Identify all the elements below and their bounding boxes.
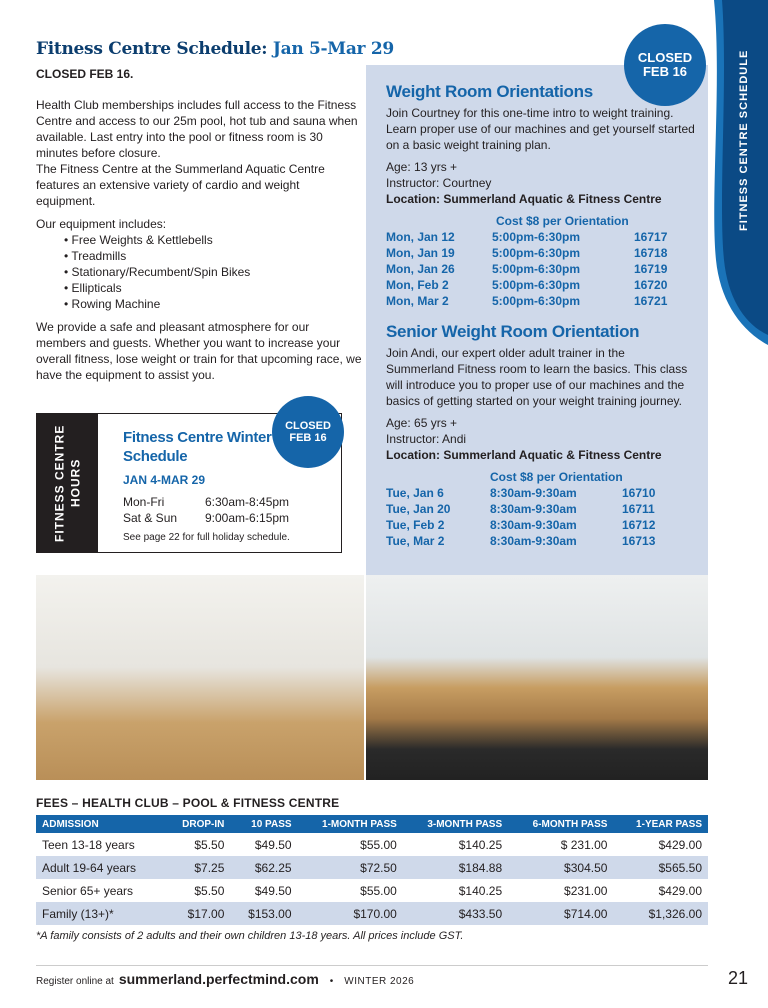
fitness-room-photo [366,575,708,780]
equipment-list [36,216,362,312]
fee-cell: $5.50 [194,883,225,898]
list-item: • Rowing Machine [64,296,362,312]
admission-cell: Senior 65+ years [42,883,134,898]
admission-cell: Teen 13-18 years [42,837,135,852]
register-link[interactable]: summerland.perfectmind.com [118,971,319,987]
session-time: 5:00pm-6:30pm [492,246,581,260]
fee-cell: $184.88 [403,856,508,879]
title-dates: Jan 5-Mar 29 [272,39,394,59]
badge-line1: CLOSED [285,419,331,432]
fee-cell: $304.50 [508,856,613,879]
hours-time: 6:30am-8:45pm [205,495,290,509]
fee-cell: $1,326.00 [613,902,708,925]
closed-badge [624,24,706,106]
weight-room-title: Weight Room Orientations [386,82,593,101]
footer-divider [36,965,708,966]
page-title [36,39,394,59]
session-code: 16710 [622,486,656,500]
fee-cell: $429.00 [658,883,702,898]
equipment-intro: Our equipment includes: [36,217,167,231]
column-header: 10 PASS [230,815,297,833]
session-date: Mon, Mar 2 [386,294,449,308]
fee-cell: $ 231.00 [560,837,608,852]
session-date: Tue, Jan 20 [386,502,451,516]
footer-sep: • [329,976,334,987]
fees-table [36,815,708,925]
admission-cell: Adult 19-64 years [36,856,165,879]
fee-cell: $55.00 [360,883,397,898]
title-main: Fitness Centre Schedule: [36,39,268,59]
session-time: 8:30am-9:30am [490,502,577,516]
session-time: 8:30am-9:30am [490,534,577,548]
intro-p2: The Fitness Centre at the Summerland Aquatic Centre features an extensive variety of cardio and weight equipment. [36,162,325,208]
session-code: 16712 [622,518,656,532]
session-date: Tue, Jan 6 [386,486,444,500]
session-code: 16720 [634,278,668,292]
fee-cell: $231.00 [564,883,608,898]
closed-badge [272,396,344,468]
side-tab-label: FITNESS CENTRE SCHEDULE [738,49,750,231]
session-row [386,261,696,277]
senior-schedule [386,469,696,549]
weight-room-location: Location: Summerland Aquatic & Fitness Centre [386,192,662,206]
session-row [386,501,696,517]
session-time: 5:00pm-6:30pm [492,294,581,308]
intro-p1: Health Club memberships includes full access to the Fitness Centre and access to our 25m pool, hot tub and sauna when available. Last entry into the pool or fitness room is 30 minutes before closure. [36,98,358,160]
hours-day: Mon-Fri [123,495,165,509]
hours-day: Sat & Sun [123,511,178,525]
footer [36,971,414,987]
hours-dates: JAN 4-MAR 29 [123,473,206,487]
session-row [386,277,696,293]
session-row [386,533,696,549]
orientations-panel [366,65,708,575]
session-row [386,229,696,245]
session-date: Mon, Jan 26 [386,262,455,276]
list-item: • Free Weights & Kettlebells [64,232,362,248]
cost-label: Cost $8 per Orientation [496,214,629,228]
weight-room-desc: Join Courtney for this one-time intro to weight training. Learn proper use of our machines and get yourself started on a basic weight training plan. [386,106,695,152]
fee-cell: $429.00 [658,837,702,852]
fee-cell: $49.50 [254,883,292,898]
senior-instructor: Instructor: Andi [386,432,467,446]
cost-label: Cost $8 per Orientation [490,470,623,484]
table-row [36,879,708,902]
fee-cell: $140.25 [458,883,503,898]
session-code: 16713 [622,534,656,548]
badge-line2: FEB 16 [642,64,688,79]
fee-cell: $153.00 [230,902,297,925]
footer-season: WINTER 2026 [344,976,415,987]
session-date: Mon, Jan 12 [386,230,455,244]
session-date: Mon, Feb 2 [386,278,449,292]
senior-desc: Join Andi, our expert older adult trainer in the Summerland Fitness room to learn the basics. This class will introduce you to proper use of our machines and the basics of getting started on your weight training journey. [386,346,688,408]
hours-band: FITNESS CENTRE HOURS [37,414,98,552]
session-row [386,485,696,501]
list-item: • Stationary/Recumbent/Spin Bikes [64,264,362,280]
column-header: DROP-IN [165,815,231,833]
session-code: 16718 [634,246,668,260]
session-code: 16719 [634,262,668,276]
fee-cell: $5.50 [194,837,225,852]
closed-note: CLOSED FEB 16. [36,67,134,81]
column-header: ADMISSION [36,815,165,833]
session-time: 5:00pm-6:30pm [492,262,581,276]
session-time: 8:30am-9:30am [490,486,577,500]
badge-line1: CLOSED [637,49,693,65]
page-number: 21 [728,968,749,988]
hours-note: See page 22 for full holiday schedule. [123,532,290,543]
left-column [36,66,362,383]
session-code: 16717 [634,230,668,244]
session-row [386,293,696,309]
senior-location: Location: Summerland Aquatic & Fitness Centre [386,448,662,462]
hours-title: Fitness Centre Winter Schedule [123,429,272,465]
session-time: 5:00pm-6:30pm [492,230,581,244]
senior-age: Age: 65 yrs + [386,416,458,430]
weight-room-schedule [386,213,696,309]
session-date: Tue, Feb 2 [386,518,445,532]
badge-line2: FEB 16 [289,432,327,444]
fee-cell: $565.50 [613,856,708,879]
list-item: • Treadmills [64,248,362,264]
free-weights-photo [36,575,364,780]
table-row [36,902,708,925]
fee-cell: $170.00 [298,902,403,925]
fee-cell: $714.00 [508,902,613,925]
column-header: 3-MONTH PASS [403,815,508,833]
session-date: Tue, Mar 2 [386,534,445,548]
fee-cell: $62.25 [230,856,297,879]
fee-cell: $433.50 [403,902,508,925]
table-row [36,856,708,879]
fees-footnote: *A family consists of 2 adults and their own children 13-18 years. All prices include GST. [36,930,464,942]
fees-heading: FEES – HEALTH CLUB – POOL & FITNESS CENTRE [36,796,340,810]
senior-title: Senior Weight Room Orientation [386,322,640,341]
weight-room-age: Age: 13 yrs + [386,160,458,174]
fee-cell: $17.00 [165,902,231,925]
admission-cell: Family (13+)* [36,902,165,925]
column-header: 6-MONTH PASS [508,815,613,833]
intro-text [36,97,362,209]
fee-cell: $49.50 [254,837,292,852]
session-row [386,245,696,261]
weight-room-instructor: Instructor: Courtney [386,176,492,190]
fee-cell: $72.50 [298,856,403,879]
session-code: 16721 [634,294,668,308]
atmosphere-text: We provide a safe and pleasant atmosphere for our members and guests. Whether you want to increase your overall fitness, lose weight or train for that upcoming race, we have the equipment to assist you. [36,320,362,382]
column-header: 1-MONTH PASS [298,815,403,833]
session-time: 5:00pm-6:30pm [492,278,581,292]
footer-prefix: Register online at [36,976,114,987]
fee-cell: $7.25 [165,856,231,879]
fee-cell: $55.00 [360,837,397,852]
session-code: 16711 [622,502,655,516]
session-row [386,517,696,533]
column-header: 1-YEAR PASS [613,815,708,833]
table-row [36,833,708,856]
session-date: Mon, Jan 19 [386,246,455,260]
session-time: 8:30am-9:30am [490,518,577,532]
list-item: • Ellipticals [64,280,362,296]
fee-cell: $140.25 [458,837,503,852]
hours-time: 9:00am-6:15pm [205,511,290,525]
